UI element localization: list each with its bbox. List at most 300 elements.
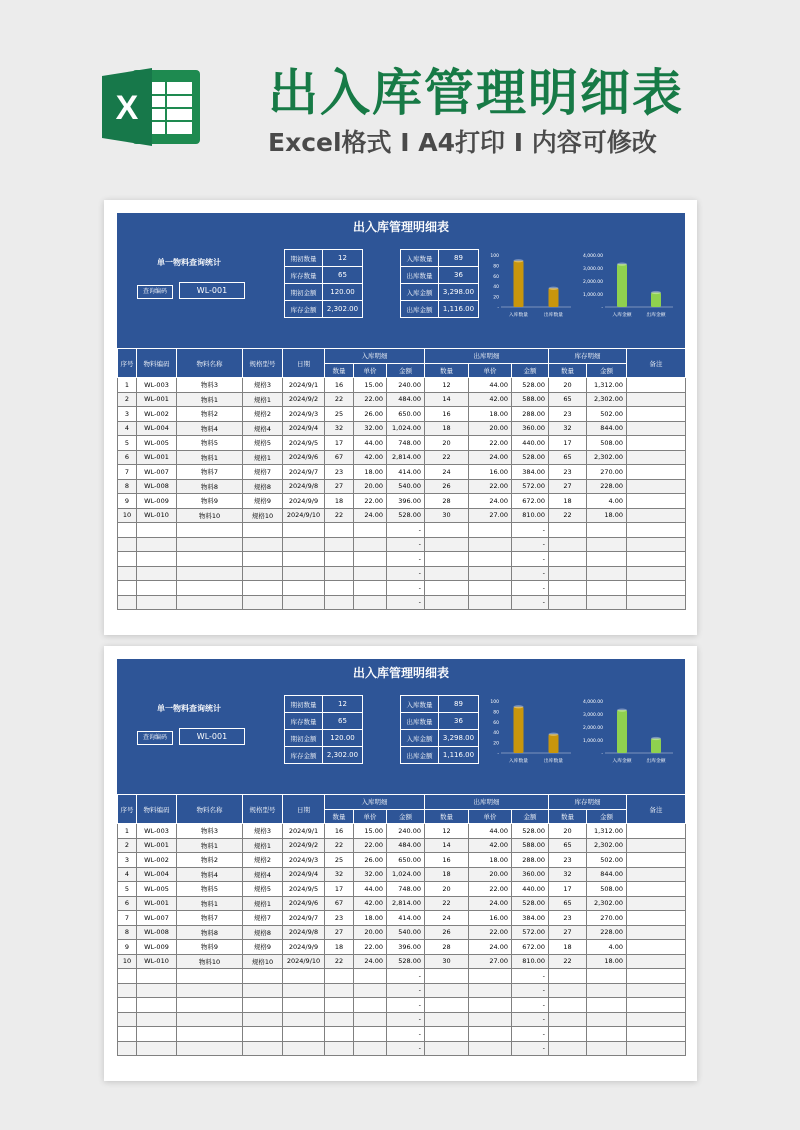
table-cell[interactable] [425, 983, 469, 998]
table-cell[interactable]: 240.00 [387, 824, 425, 839]
table-cell[interactable] [627, 867, 686, 882]
table-cell[interactable]: 44.00 [354, 436, 387, 451]
table-cell[interactable]: 物料7 [177, 911, 243, 926]
table-cell[interactable]: 32 [325, 867, 354, 882]
table-cell[interactable]: WL-002 [137, 853, 177, 868]
table-cell[interactable]: 672.00 [512, 940, 549, 955]
table-cell[interactable] [243, 566, 283, 581]
table-cell[interactable]: 15.00 [354, 824, 387, 839]
table-cell[interactable]: WL-007 [137, 465, 177, 480]
table-cell[interactable]: 规格4 [243, 867, 283, 882]
table-cell[interactable] [118, 1041, 137, 1056]
table-cell[interactable] [354, 983, 387, 998]
table-cell[interactable]: 508.00 [587, 436, 627, 451]
table-cell[interactable]: 规格10 [243, 508, 283, 523]
table-cell[interactable]: 2024/9/8 [283, 479, 325, 494]
table-cell[interactable] [118, 595, 137, 610]
table-cell[interactable]: 502.00 [587, 853, 627, 868]
table-cell[interactable]: 规格7 [243, 465, 283, 480]
table-cell[interactable] [469, 983, 512, 998]
table-cell[interactable] [425, 998, 469, 1013]
table-cell[interactable]: 384.00 [512, 911, 549, 926]
table-cell[interactable]: 44.00 [469, 378, 512, 393]
table-cell[interactable]: - [512, 969, 549, 984]
table-cell[interactable] [177, 1027, 243, 1042]
table-cell[interactable] [549, 595, 587, 610]
table-cell[interactable]: 物料2 [177, 407, 243, 422]
table-cell[interactable]: 规格9 [243, 940, 283, 955]
table-cell[interactable] [549, 581, 587, 596]
table-cell[interactable]: 540.00 [387, 479, 425, 494]
table-cell[interactable]: 20 [425, 436, 469, 451]
table-cell[interactable] [137, 969, 177, 984]
table-cell[interactable]: 22.00 [354, 940, 387, 955]
table-cell[interactable]: 物料7 [177, 465, 243, 480]
table-cell[interactable]: 22 [325, 954, 354, 969]
table-cell[interactable]: 规格1 [243, 392, 283, 407]
table-cell[interactable] [243, 581, 283, 596]
table-cell[interactable] [325, 1027, 354, 1042]
table-cell[interactable]: 528.00 [512, 896, 549, 911]
table-cell[interactable] [118, 523, 137, 538]
table-cell[interactable]: 270.00 [587, 911, 627, 926]
table-cell[interactable]: 32 [325, 421, 354, 436]
table-cell[interactable]: 32.00 [354, 867, 387, 882]
table-cell[interactable]: 物料1 [177, 392, 243, 407]
table-cell[interactable]: 572.00 [512, 925, 549, 940]
table-cell[interactable]: - [512, 998, 549, 1013]
table-cell[interactable]: WL-005 [137, 882, 177, 897]
table-cell[interactable]: 440.00 [512, 882, 549, 897]
table-cell[interactable]: 22.00 [469, 925, 512, 940]
table-cell[interactable]: 42.00 [469, 838, 512, 853]
table-cell[interactable] [425, 595, 469, 610]
table-cell[interactable]: 18.00 [587, 954, 627, 969]
table-cell[interactable]: 物料4 [177, 421, 243, 436]
table-cell[interactable]: 24 [425, 465, 469, 480]
table-cell[interactable] [425, 552, 469, 567]
table-cell[interactable] [549, 537, 587, 552]
table-cell[interactable] [243, 969, 283, 984]
table-cell[interactable]: 2,814.00 [387, 896, 425, 911]
table-cell[interactable]: 240.00 [387, 378, 425, 393]
table-cell[interactable]: 18.00 [354, 465, 387, 480]
table-cell[interactable]: 物料10 [177, 954, 243, 969]
table-cell[interactable]: 23 [549, 911, 587, 926]
table-cell[interactable]: 1 [118, 378, 137, 393]
table-cell[interactable]: 23 [549, 465, 587, 480]
table-cell[interactable]: 规格3 [243, 378, 283, 393]
table-cell[interactable]: 物料4 [177, 867, 243, 882]
table-cell[interactable]: - [512, 983, 549, 998]
table-cell[interactable]: - [512, 523, 549, 538]
table-cell[interactable]: - [387, 552, 425, 567]
table-cell[interactable]: 6 [118, 896, 137, 911]
table-cell[interactable]: 2024/9/2 [283, 392, 325, 407]
table-cell[interactable]: 22 [425, 896, 469, 911]
table-cell[interactable]: 规格1 [243, 838, 283, 853]
table-cell[interactable]: 18 [425, 421, 469, 436]
table-cell[interactable]: 42.00 [354, 450, 387, 465]
table-cell[interactable] [425, 537, 469, 552]
table-cell[interactable]: 24.00 [354, 508, 387, 523]
table-cell[interactable] [627, 407, 686, 422]
table-cell[interactable]: 65 [549, 896, 587, 911]
table-cell[interactable] [627, 1041, 686, 1056]
table-cell[interactable]: 28 [425, 494, 469, 509]
table-cell[interactable]: 25 [325, 407, 354, 422]
table-cell[interactable]: 26.00 [354, 853, 387, 868]
table-cell[interactable]: 270.00 [587, 465, 627, 480]
table-cell[interactable]: - [387, 566, 425, 581]
table-cell[interactable] [587, 1041, 627, 1056]
table-cell[interactable] [137, 595, 177, 610]
table-cell[interactable]: WL-009 [137, 940, 177, 955]
table-cell[interactable] [243, 1041, 283, 1056]
table-cell[interactable]: 物料2 [177, 853, 243, 868]
table-cell[interactable]: 9 [118, 940, 137, 955]
table-cell[interactable]: 物料5 [177, 882, 243, 897]
table-cell[interactable] [243, 537, 283, 552]
table-cell[interactable] [354, 998, 387, 1013]
table-cell[interactable]: 22.00 [354, 838, 387, 853]
table-cell[interactable] [627, 925, 686, 940]
table-cell[interactable] [137, 552, 177, 567]
table-cell[interactable] [354, 595, 387, 610]
table-cell[interactable]: - [387, 537, 425, 552]
table-cell[interactable]: 22 [549, 954, 587, 969]
table-cell[interactable]: 2024/9/10 [283, 954, 325, 969]
table-cell[interactable] [627, 998, 686, 1013]
table-cell[interactable]: - [387, 523, 425, 538]
table-cell[interactable] [283, 523, 325, 538]
table-cell[interactable]: 1,024.00 [387, 867, 425, 882]
table-cell[interactable] [469, 581, 512, 596]
table-cell[interactable] [587, 523, 627, 538]
table-cell[interactable]: 27 [325, 479, 354, 494]
table-cell[interactable]: 2024/9/7 [283, 911, 325, 926]
table-cell[interactable]: 24.00 [469, 450, 512, 465]
table-cell[interactable] [627, 954, 686, 969]
table-cell[interactable]: WL-001 [137, 838, 177, 853]
table-cell[interactable]: 规格5 [243, 882, 283, 897]
table-cell[interactable]: 2024/9/2 [283, 838, 325, 853]
table-cell[interactable]: 440.00 [512, 436, 549, 451]
table-cell[interactable]: 528.00 [387, 954, 425, 969]
table-cell[interactable] [627, 896, 686, 911]
table-cell[interactable] [469, 537, 512, 552]
table-cell[interactable]: - [512, 1027, 549, 1042]
table-cell[interactable]: 44.00 [354, 882, 387, 897]
table-cell[interactable]: 规格7 [243, 911, 283, 926]
table-cell[interactable] [549, 969, 587, 984]
table-cell[interactable]: 65 [549, 450, 587, 465]
table-cell[interactable]: 20 [549, 378, 587, 393]
table-cell[interactable]: 44.00 [469, 824, 512, 839]
table-cell[interactable]: WL-010 [137, 954, 177, 969]
table-cell[interactable] [118, 983, 137, 998]
table-cell[interactable] [243, 1012, 283, 1027]
table-cell[interactable]: 16 [425, 853, 469, 868]
table-cell[interactable] [354, 581, 387, 596]
table-cell[interactable] [469, 1012, 512, 1027]
table-cell[interactable]: 22 [325, 508, 354, 523]
table-cell[interactable]: - [512, 1012, 549, 1027]
table-cell[interactable] [425, 581, 469, 596]
table-cell[interactable] [118, 1027, 137, 1042]
table-cell[interactable] [627, 494, 686, 509]
table-cell[interactable]: 2024/9/4 [283, 867, 325, 882]
table-cell[interactable]: 22.00 [354, 494, 387, 509]
table-cell[interactable]: - [387, 998, 425, 1013]
table-cell[interactable]: 物料5 [177, 436, 243, 451]
table-cell[interactable] [354, 537, 387, 552]
table-cell[interactable] [627, 940, 686, 955]
table-cell[interactable]: - [512, 595, 549, 610]
table-cell[interactable]: 414.00 [387, 465, 425, 480]
table-cell[interactable]: 18 [549, 940, 587, 955]
table-cell[interactable] [587, 1012, 627, 1027]
table-cell[interactable] [325, 1041, 354, 1056]
table-cell[interactable]: 规格10 [243, 954, 283, 969]
table-cell[interactable]: 14 [425, 392, 469, 407]
table-cell[interactable]: 2024/9/9 [283, 940, 325, 955]
table-cell[interactable]: 748.00 [387, 436, 425, 451]
table-cell[interactable]: 2024/9/8 [283, 925, 325, 940]
table-cell[interactable]: WL-002 [137, 407, 177, 422]
table-cell[interactable]: 23 [325, 911, 354, 926]
table-cell[interactable] [425, 969, 469, 984]
table-cell[interactable]: 17 [325, 882, 354, 897]
table-cell[interactable] [627, 537, 686, 552]
table-cell[interactable] [587, 998, 627, 1013]
table-cell[interactable]: 24.00 [354, 954, 387, 969]
table-cell[interactable] [354, 1041, 387, 1056]
table-cell[interactable]: 502.00 [587, 407, 627, 422]
table-cell[interactable] [627, 853, 686, 868]
table-cell[interactable]: 6 [118, 450, 137, 465]
table-cell[interactable] [118, 566, 137, 581]
table-cell[interactable]: 2024/9/3 [283, 407, 325, 422]
table-cell[interactable]: 67 [325, 896, 354, 911]
query-input[interactable]: WL-001 [179, 282, 245, 299]
table-cell[interactable]: 2024/9/6 [283, 896, 325, 911]
table-cell[interactable]: 2 [118, 392, 137, 407]
table-cell[interactable]: 2,814.00 [387, 450, 425, 465]
table-cell[interactable] [283, 566, 325, 581]
table-cell[interactable] [469, 969, 512, 984]
table-cell[interactable]: 规格9 [243, 494, 283, 509]
table-cell[interactable] [137, 1027, 177, 1042]
table-cell[interactable]: 844.00 [587, 867, 627, 882]
table-cell[interactable] [243, 523, 283, 538]
table-cell[interactable]: 7 [118, 465, 137, 480]
table-cell[interactable] [469, 552, 512, 567]
table-cell[interactable]: WL-004 [137, 867, 177, 882]
table-cell[interactable] [549, 552, 587, 567]
table-cell[interactable] [177, 537, 243, 552]
table-cell[interactable]: 23 [549, 407, 587, 422]
table-cell[interactable]: 650.00 [387, 853, 425, 868]
table-cell[interactable]: 1,312.00 [587, 824, 627, 839]
table-cell[interactable]: 18.00 [354, 911, 387, 926]
table-cell[interactable]: WL-008 [137, 925, 177, 940]
table-cell[interactable]: 20.00 [469, 867, 512, 882]
table-cell[interactable]: 2024/9/5 [283, 882, 325, 897]
table-cell[interactable]: 22.00 [469, 436, 512, 451]
table-cell[interactable] [118, 969, 137, 984]
table-cell[interactable] [177, 523, 243, 538]
table-cell[interactable]: 30 [425, 954, 469, 969]
table-cell[interactable]: 20 [549, 824, 587, 839]
table-cell[interactable]: 物料3 [177, 378, 243, 393]
query-input[interactable]: WL-001 [179, 728, 245, 745]
table-cell[interactable] [587, 552, 627, 567]
table-cell[interactable] [354, 566, 387, 581]
table-cell[interactable] [283, 595, 325, 610]
table-cell[interactable] [354, 1012, 387, 1027]
table-cell[interactable] [177, 595, 243, 610]
table-cell[interactable]: 16.00 [469, 465, 512, 480]
table-cell[interactable]: 748.00 [387, 882, 425, 897]
table-cell[interactable] [354, 523, 387, 538]
table-cell[interactable]: 1,312.00 [587, 378, 627, 393]
table-cell[interactable]: 2024/9/9 [283, 494, 325, 509]
table-cell[interactable]: 2,302.00 [587, 392, 627, 407]
table-cell[interactable]: 4 [118, 421, 137, 436]
table-cell[interactable] [177, 998, 243, 1013]
table-cell[interactable] [283, 537, 325, 552]
table-cell[interactable]: 10 [118, 954, 137, 969]
table-cell[interactable]: 1,024.00 [387, 421, 425, 436]
table-cell[interactable]: - [387, 1012, 425, 1027]
table-cell[interactable]: 2,302.00 [587, 450, 627, 465]
table-cell[interactable] [325, 566, 354, 581]
table-cell[interactable] [283, 998, 325, 1013]
table-cell[interactable]: 32.00 [354, 421, 387, 436]
table-cell[interactable] [118, 537, 137, 552]
table-cell[interactable] [549, 983, 587, 998]
table-cell[interactable]: WL-005 [137, 436, 177, 451]
table-cell[interactable]: 2024/9/5 [283, 436, 325, 451]
table-cell[interactable] [627, 824, 686, 839]
table-cell[interactable]: 228.00 [587, 925, 627, 940]
table-cell[interactable]: - [512, 552, 549, 567]
table-cell[interactable]: 规格5 [243, 436, 283, 451]
table-cell[interactable]: 15.00 [354, 378, 387, 393]
table-cell[interactable]: 物料10 [177, 508, 243, 523]
table-cell[interactable]: 17 [549, 436, 587, 451]
table-cell[interactable] [627, 595, 686, 610]
table-cell[interactable]: 810.00 [512, 508, 549, 523]
table-cell[interactable]: 16 [325, 378, 354, 393]
table-cell[interactable] [283, 1041, 325, 1056]
table-cell[interactable] [469, 998, 512, 1013]
table-cell[interactable] [177, 552, 243, 567]
table-cell[interactable]: 20.00 [354, 479, 387, 494]
table-cell[interactable]: 228.00 [587, 479, 627, 494]
table-cell[interactable]: 528.00 [512, 824, 549, 839]
table-cell[interactable]: 20 [425, 882, 469, 897]
table-cell[interactable]: 810.00 [512, 954, 549, 969]
table-cell[interactable]: 物料9 [177, 940, 243, 955]
table-cell[interactable]: WL-001 [137, 896, 177, 911]
table-cell[interactable]: - [387, 1027, 425, 1042]
table-cell[interactable] [587, 566, 627, 581]
table-cell[interactable] [283, 969, 325, 984]
table-cell[interactable]: 484.00 [387, 838, 425, 853]
table-cell[interactable] [243, 983, 283, 998]
table-cell[interactable] [469, 566, 512, 581]
table-cell[interactable]: 2024/9/6 [283, 450, 325, 465]
table-cell[interactable] [118, 581, 137, 596]
table-cell[interactable]: 18 [549, 494, 587, 509]
table-cell[interactable]: 14 [425, 838, 469, 853]
table-cell[interactable] [118, 998, 137, 1013]
table-cell[interactable]: 572.00 [512, 479, 549, 494]
table-cell[interactable]: 22 [325, 838, 354, 853]
table-cell[interactable]: 5 [118, 882, 137, 897]
table-cell[interactable]: 288.00 [512, 853, 549, 868]
table-cell[interactable] [325, 581, 354, 596]
table-cell[interactable] [177, 1012, 243, 1027]
table-cell[interactable] [243, 998, 283, 1013]
table-cell[interactable]: 540.00 [387, 925, 425, 940]
table-cell[interactable]: - [512, 537, 549, 552]
table-cell[interactable]: 8 [118, 479, 137, 494]
table-cell[interactable] [627, 1027, 686, 1042]
table-cell[interactable]: 32 [549, 867, 587, 882]
table-cell[interactable] [425, 523, 469, 538]
table-cell[interactable] [627, 479, 686, 494]
table-cell[interactable] [177, 581, 243, 596]
table-cell[interactable]: 26.00 [354, 407, 387, 422]
table-cell[interactable]: 360.00 [512, 867, 549, 882]
table-cell[interactable]: 528.00 [387, 508, 425, 523]
table-cell[interactable]: 16 [425, 407, 469, 422]
table-cell[interactable]: 24.00 [469, 494, 512, 509]
table-cell[interactable]: 672.00 [512, 494, 549, 509]
table-cell[interactable]: 22 [325, 392, 354, 407]
table-cell[interactable]: WL-008 [137, 479, 177, 494]
table-cell[interactable] [627, 838, 686, 853]
table-cell[interactable]: 650.00 [387, 407, 425, 422]
table-cell[interactable]: 414.00 [387, 911, 425, 926]
table-cell[interactable] [137, 523, 177, 538]
table-cell[interactable] [425, 1041, 469, 1056]
table-cell[interactable] [283, 581, 325, 596]
table-cell[interactable] [587, 537, 627, 552]
table-cell[interactable] [627, 882, 686, 897]
table-cell[interactable] [627, 566, 686, 581]
table-cell[interactable]: 360.00 [512, 421, 549, 436]
table-cell[interactable]: 规格8 [243, 925, 283, 940]
table-cell[interactable] [627, 969, 686, 984]
table-cell[interactable]: 42.00 [354, 896, 387, 911]
table-cell[interactable]: - [387, 595, 425, 610]
table-cell[interactable] [243, 552, 283, 567]
table-cell[interactable] [469, 1041, 512, 1056]
table-cell[interactable]: 2 [118, 838, 137, 853]
table-cell[interactable] [627, 465, 686, 480]
table-cell[interactable]: 396.00 [387, 494, 425, 509]
table-cell[interactable]: 27 [325, 925, 354, 940]
table-cell[interactable]: 16.00 [469, 911, 512, 926]
table-cell[interactable] [627, 421, 686, 436]
table-cell[interactable]: 2024/9/7 [283, 465, 325, 480]
table-cell[interactable] [325, 998, 354, 1013]
table-cell[interactable]: 规格2 [243, 407, 283, 422]
